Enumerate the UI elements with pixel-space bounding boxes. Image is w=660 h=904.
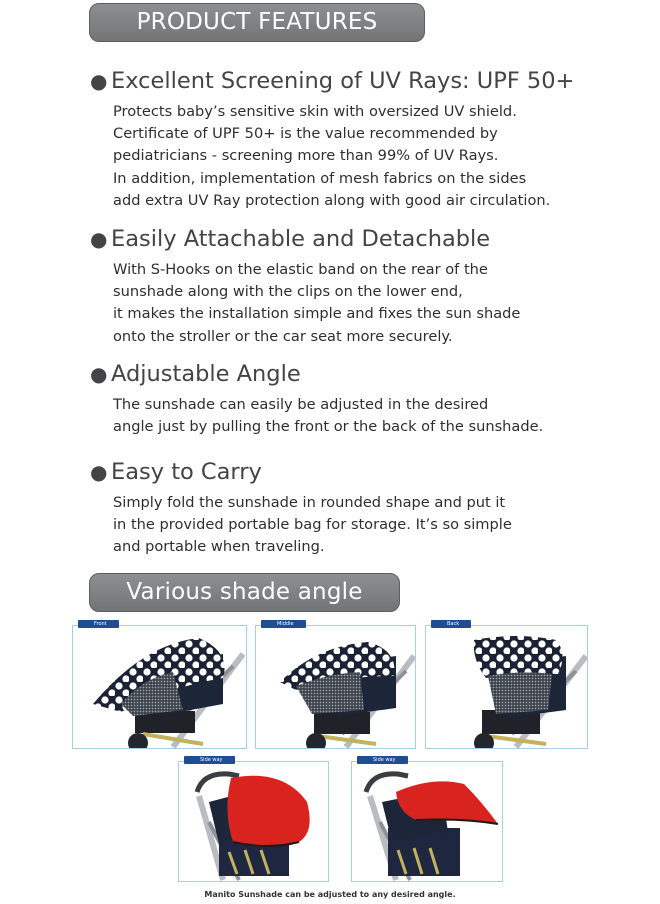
description-line: Protects baby’s sensitive skin with oversized UV shield. [113,103,517,120]
banner-title: Various shade angle [126,579,363,605]
photo-caption: Manito Sunshade can be adjusted to any desired angle. [204,890,456,899]
polka-dot-sunshade-stroller-image [256,626,415,748]
feature-description [113,101,650,212]
product-features-banner [89,3,425,42]
feature-uv-screening [90,66,650,212]
photo-front [72,621,247,749]
description-line: onto the stroller or the car seat more securely. [113,327,453,345]
description-line: it makes the installation simple and fixes the sun shade [113,305,521,323]
description-line: in the provided portable bag for storage. It’s so simple [113,516,512,534]
various-shade-angle-banner [89,573,400,612]
feature-description [113,259,650,348]
bullet-icon: ● [90,227,108,251]
angle-label: Back [431,620,471,628]
angle-label: Middle [261,620,306,628]
red-sunshade-stroller-image [179,762,328,881]
photo-side-way-1 [178,757,329,882]
feature-title: Easily Attachable and Detachable [111,226,491,252]
description-line: pediatricians - screening more than 99% of UV Rays. [113,147,499,165]
feature-adjustable-angle [90,359,650,438]
description-line: Simply fold the sunshade in rounded shape and put it [113,494,506,511]
description-line: In addition, implementation of mesh fabrics on the sides [113,169,527,187]
bullet-icon: ● [90,362,108,386]
description-line: Certificate of UPF 50+ is the value recommended by [113,125,498,143]
photo-side-way-2 [351,757,503,882]
feature-attachable [90,224,650,348]
feature-description [113,492,650,559]
feature-title: Easy to Carry [111,459,262,485]
description-line: and portable when traveling. [113,538,325,556]
description-line: The sunshade can easily be adjusted in the desired [113,396,489,413]
angle-label: Front [78,620,119,628]
photo-middle [255,621,416,749]
feature-description [113,394,650,438]
description-line: add extra UV Ray protection along with good air circulation. [113,191,551,209]
polka-dot-sunshade-stroller-image [426,626,587,748]
angle-label: Side way [184,756,235,764]
bullet-icon: ● [90,460,108,484]
feature-easy-carry [90,457,650,559]
feature-title: Excellent Screening of UV Rays: UPF 50+ [111,68,575,94]
description-line: angle just by pulling the front or the back of the sunshade. [113,418,544,436]
banner-title: PRODUCT FEATURES [136,9,378,35]
angle-label: Side way [357,756,408,764]
photo-back [425,621,588,749]
bullet-icon: ● [90,69,108,93]
polka-dot-sunshade-stroller-image [73,626,246,748]
feature-title: Adjustable Angle [111,361,301,387]
description-line: sunshade along with the clips on the lower end, [113,283,463,301]
red-sunshade-stroller-image [352,762,502,881]
description-line: With S-Hooks on the elastic band on the rear of the [113,261,488,278]
